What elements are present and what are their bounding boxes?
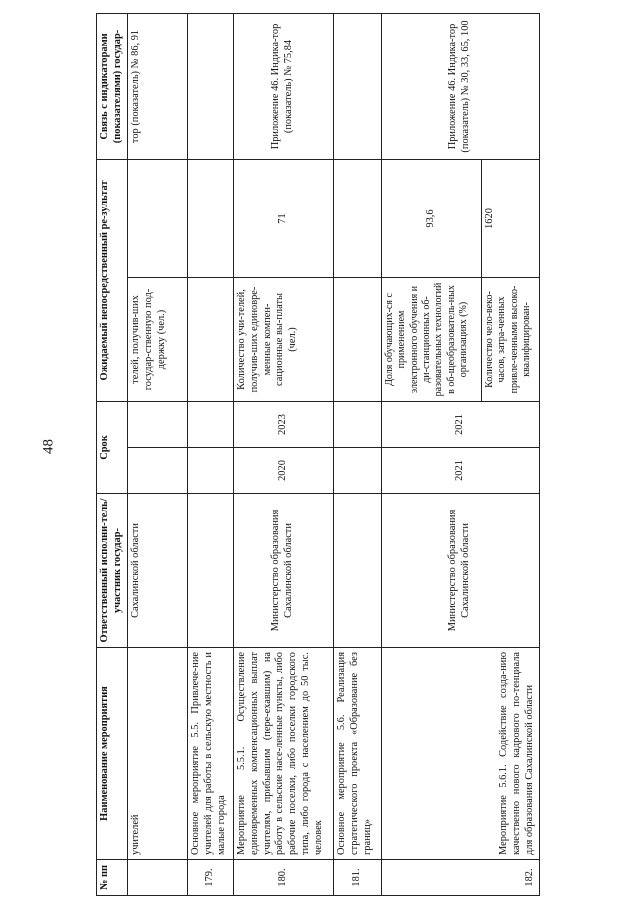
cell-result-value: 93,6 xyxy=(381,159,481,277)
cell-indicator: Приложение 46. Индика-тор (показатель) № 75,84 xyxy=(233,13,333,159)
table-row xyxy=(381,13,481,895)
cell-indicator: тор (показатель) № 86, 91 xyxy=(127,13,187,159)
cell-result-value xyxy=(333,159,381,277)
table-row xyxy=(127,13,187,895)
cell-executor xyxy=(333,494,381,648)
cell-number: 180. xyxy=(233,860,333,896)
page-number: 48 xyxy=(40,439,57,454)
table-row xyxy=(333,13,381,895)
rotated-table-wrapper xyxy=(96,14,534,896)
cell-start: 2021 xyxy=(381,448,539,494)
cell-indicator: Приложение 46. Индика-тор (показатель) № 30, 33, 65, 100 xyxy=(381,13,539,159)
cell-start xyxy=(333,448,381,494)
cell-result-text: телей, получив-ших государ-ственную под-держку (чел.) xyxy=(127,278,187,402)
cell-result-text xyxy=(187,278,233,402)
cell-number: 179. xyxy=(187,860,233,896)
cell-executor: Министерство образования Сахалинской области xyxy=(381,494,539,648)
cell-name: Мероприятие 5.5.1. Осуществление единовременных компенсационных выплат учителям, прибывшим (пере-ехавшим) на работу в сельские насе-ленные пункты, либо рабочие поселки, либо поселки городского типа, либо города с населением до 50 тыс. человек xyxy=(233,648,333,860)
cell-end xyxy=(187,402,233,448)
cell-result-text: Количество чело-веко-часов, затра-ченных привле-ченными высоко-квалифицирован- xyxy=(481,278,539,402)
cell-indicator xyxy=(333,13,381,159)
col-header-indicator: Связь с индикаторами (показателями) государ- xyxy=(97,13,128,159)
col-header-term: Срок xyxy=(97,402,128,494)
cell-indicator xyxy=(187,13,233,159)
cell-end xyxy=(333,402,381,448)
cell-start xyxy=(187,448,233,494)
col-header-executor: Ответственный исполни-тель/участник государ- xyxy=(97,494,128,648)
col-header-result: Ожидаемый непосредственный ре-зультат xyxy=(97,159,128,401)
cell-name: учителей xyxy=(127,648,187,860)
cell-result-text: Доля обучающих-ся с применением электронного обучения и ди-станционных об-разовательных технологий в об-щеобразователь-ных организациях (%) xyxy=(381,278,481,402)
cell-end: 2023 xyxy=(233,402,333,448)
cell-name: Основное мероприятие 5.5. Привлече-ние учителей для работы в сельскую местность и малые города xyxy=(187,648,233,860)
header-row xyxy=(97,13,128,895)
cell-result-value: 1620 xyxy=(481,159,539,277)
cell-result-value xyxy=(187,159,233,277)
cell-executor: Сахалинской области xyxy=(127,494,187,648)
cell-result-text xyxy=(333,278,381,402)
col-header-number: № пп xyxy=(97,860,128,896)
cell-name: Основное мероприятие 5.6. Реализация стратегического проекта «Образование без границ» xyxy=(333,648,381,860)
cell-result-text: Количество учи-телей, получив-ших единовре-менные компен-сационные вы-платы (чел.) xyxy=(233,278,333,402)
cell-executor: Министерство образования Сахалинской области xyxy=(233,494,333,648)
cell-number: 181. xyxy=(333,860,381,896)
cell-end: 2021 xyxy=(381,402,539,448)
cell-start xyxy=(127,448,187,494)
cell-end xyxy=(127,402,187,448)
table-row xyxy=(187,13,233,895)
table-row xyxy=(233,13,333,895)
cell-result-value: 71 xyxy=(233,159,333,277)
cell-executor xyxy=(187,494,233,648)
measures-table xyxy=(96,13,540,896)
cell-number: 182. xyxy=(381,860,539,896)
cell-name: Мероприятие 5.6.1. Содействие созда-нию качественно нового кадрового по-тенциала для образования Сахалинской области xyxy=(381,648,539,860)
col-header-name: Наименование мероприятия xyxy=(97,648,128,860)
cell-number xyxy=(127,860,187,896)
cell-result-value xyxy=(127,159,187,277)
cell-start: 2020 xyxy=(233,448,333,494)
